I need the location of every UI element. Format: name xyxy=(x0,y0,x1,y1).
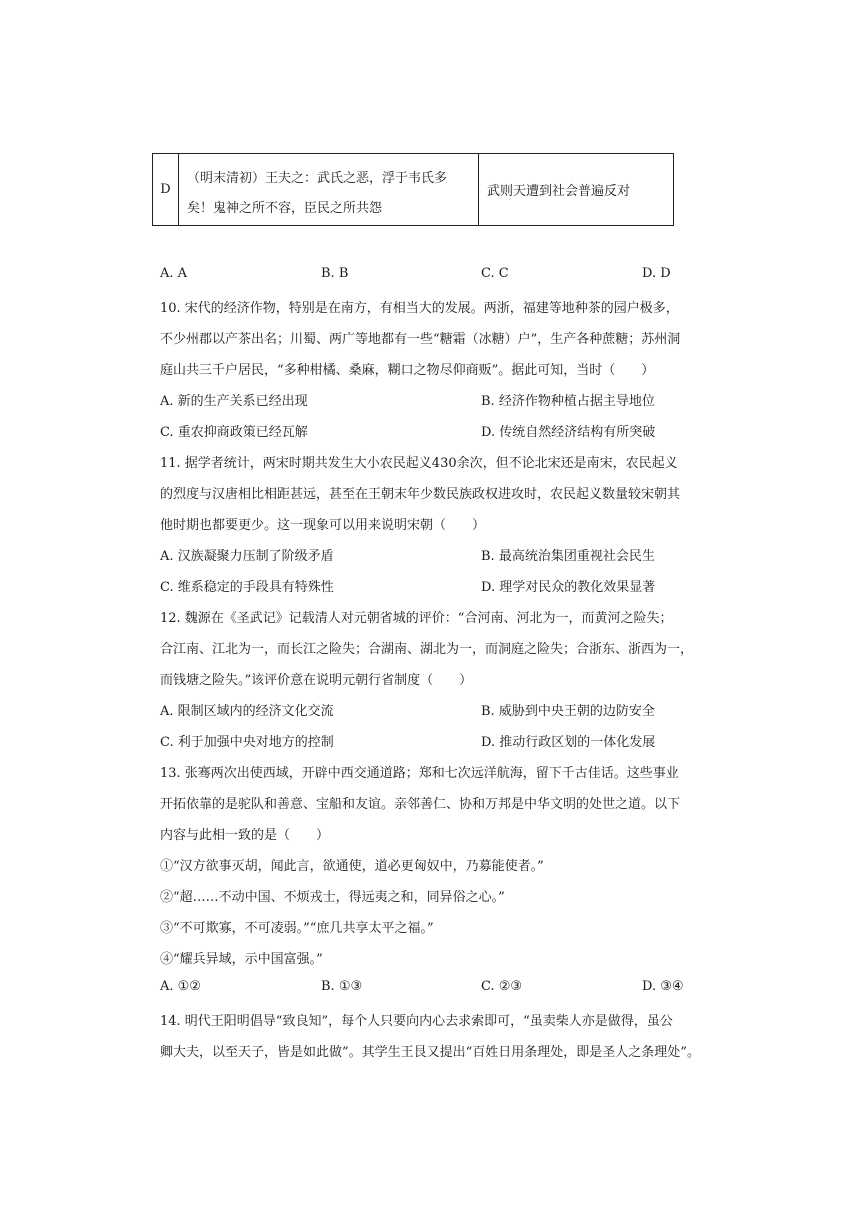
q11-stem-line: 的烈度与汉唐相比相距甚远，甚至在王朝末年少数民族政权进攻时，农民起义数量较宋朝其 xyxy=(160,487,681,502)
q12-stem-line: 而钱塘之险失。”该评价意在说明元朝行省制度（ ） xyxy=(160,673,473,688)
row-label: D xyxy=(153,154,179,225)
quote-line: 矣！鬼神之所不容，臣民之所共怨 xyxy=(187,201,383,216)
q12-option-c[interactable]: C. 利于加强中央对地方的控制 xyxy=(160,735,334,750)
q12-option-b[interactable]: B. 威胁到中央王朝的边防安全 xyxy=(481,704,655,719)
q11-option-a[interactable]: A. 汉族凝聚力压制了阶级矛盾 xyxy=(160,549,334,564)
q13-stem-line: 13. 张骞两次出使西域，开辟中西交通道路；郑和七次远洋航海，留下千古佳话。这些事业 xyxy=(160,766,679,781)
q12-option-d[interactable]: D. 推动行政区划的一体化发展 xyxy=(481,735,656,750)
row-quote xyxy=(179,154,479,225)
q12-stem-line: 合江南、江北为一，而长江之险失；合湖南、湖北为一，而洞庭之险失；合浙东、浙西为一， xyxy=(160,642,694,657)
answer-table-row-d xyxy=(152,153,674,226)
q13-option-b[interactable]: B. ①③ xyxy=(321,979,363,994)
q10-option-b[interactable]: B. 经济作物种植占据主导地位 xyxy=(481,394,655,409)
q11-option-c[interactable]: C. 维系稳定的手段具有特殊性 xyxy=(160,580,334,595)
q13-item-3: ③“不可欺寡，不可凌弱。”“庶几共享太平之福。” xyxy=(160,921,434,936)
q13-item-2: ②“超……不动中国、不烦戎士，得远夷之和，同异俗之心。” xyxy=(160,890,505,905)
q13-option-a[interactable]: A. ①② xyxy=(160,979,201,994)
q13-stem-line: 开拓依靠的是驼队和善意、宝船和友谊。亲邻善仁、协和万邦是中华文明的处世之道。以下 xyxy=(160,797,681,812)
q10-stem-line: 10. 宋代的经济作物，特别是在南方，有相当大的发展。两浙，福建等地种茶的园户极多， xyxy=(160,301,679,316)
q11-option-b[interactable]: B. 最高统治集团重视社会民生 xyxy=(481,549,655,564)
q13-item-4: ④“耀兵异域，示中国富强。” xyxy=(160,952,323,967)
q12-stem-line: 12. 魏源在《圣武记》记载清人对元朝省城的评价：“合河南、河北为一，而黄河之险失； xyxy=(160,611,673,626)
q11-option-d[interactable]: D. 理学对民众的教化效果显著 xyxy=(481,580,656,595)
q10-option-a[interactable]: A. 新的生产关系已经出现 xyxy=(160,394,308,409)
q10-option-c[interactable]: C. 重农抑商政策已经瓦解 xyxy=(160,425,308,440)
q9-option-a[interactable]: A. A xyxy=(160,266,188,281)
q10-stem-line: 不少州郡以产茶出名；川蜀、两广等地都有一些“糖霜（冰糖）户”，生产各种蔗糖；苏州洞 xyxy=(160,332,681,347)
q9-option-c[interactable]: C. C xyxy=(481,266,509,281)
q11-stem-line: 11. 据学者统计，两宋时期共发生大小农民起义430余次，但不论北宋还是南宋，农民起义 xyxy=(160,456,678,471)
q12-option-a[interactable]: A. 限制区域内的经济文化交流 xyxy=(160,704,334,719)
quote-line: （明末清初）王夫之：武氏之恶，浮于韦氏多 xyxy=(187,171,448,186)
q10-option-d[interactable]: D. 传统自然经济结构有所突破 xyxy=(481,425,656,440)
q9-option-d[interactable]: D. D xyxy=(642,266,671,281)
q13-option-c[interactable]: C. ②③ xyxy=(481,979,523,994)
q13-option-d[interactable]: D. ③④ xyxy=(642,979,684,994)
q14-stem-line: 14. 明代王阳明倡导“致良知”，每个人只要向内心去求索即可，“虽卖柴人亦是做得，虽公 xyxy=(160,1014,673,1029)
q14-stem-line: 卿大夫，以至天子，皆是如此做”。其学生王艮又提出“百姓日用条理处，即是圣人之条理处”。 xyxy=(160,1045,700,1060)
q11-stem-line: 他时期也都要更少。这一现象可以用来说明宋朝（ ） xyxy=(160,518,486,533)
row-conclusion: 武则天遭到社会普遍反对 xyxy=(487,184,631,199)
q9-option-b[interactable]: B. B xyxy=(321,266,349,281)
q10-stem-line: 庭山共三千户居民，“多种柑橘、桑麻，糊口之物尽仰商贩”。据此可知，当时（ ） xyxy=(160,363,655,378)
q13-item-1: ①“汉方欲事灭胡，闻此言，欲通使，道必更匈奴中，乃募能使者。” xyxy=(160,859,544,874)
q13-stem-line: 内容与此相一致的是（ ） xyxy=(160,828,330,843)
